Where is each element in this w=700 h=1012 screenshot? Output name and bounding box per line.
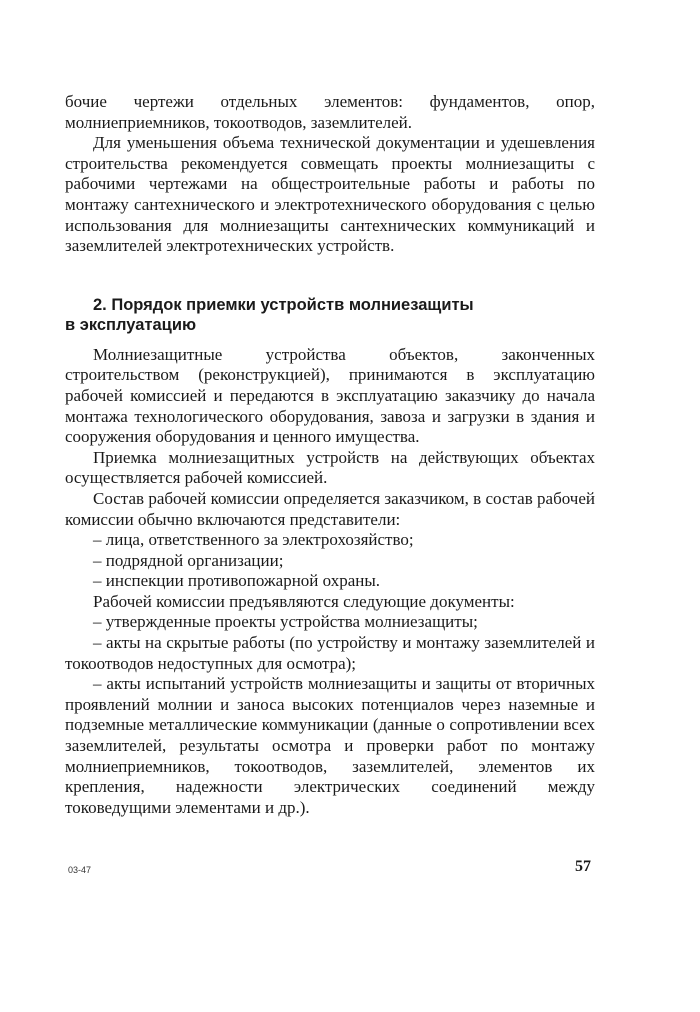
paragraph-documents-intro: Рабочей комиссии предъявляются следующие документы: xyxy=(93,591,515,611)
paragraph-commission: Состав рабочей комиссии определяется заказчиком, в состав рабочей комиссии обычно включаются представители: xyxy=(65,488,595,529)
list-item: – инспекции противопожарной охраны. xyxy=(93,571,381,591)
paragraph-acceptance: Молниезащитные устройства объектов, законченных строительством (реконструкцией), принимаются в эксплуатацию рабочей комиссией и передаются в эксплуатацию заказчику до начала монтажа технологического оборудования, завоза и загрузки в здания и сооружения оборудования и ценного имущества. xyxy=(65,344,595,447)
paragraph-existing-objects: Приемка молниезащитных устройств на действующих объектах осуществляется рабочей комиссией. xyxy=(65,447,595,488)
page-body xyxy=(65,92,595,818)
list-item: – подрядной организации; xyxy=(93,550,284,570)
list-item: – утвержденные проекты устройства молниезащиты; xyxy=(93,612,478,632)
print-code: 03-47 xyxy=(68,865,92,875)
section-heading xyxy=(65,295,595,335)
list-item: – акты на скрытые работы (по устройству и монтажу заземлителей и токоотводов недоступных для осмотра); xyxy=(65,633,595,673)
paragraph-documentation: Для уменьшения объема технической документации и удешевления строительства рекомендуется совмещать проекты молниезащиты с рабочими чертежами на общестроительные работы и работы по монтажу сантехнического и электротехнического оборудования с целью использования для молниезащиты сантехнических коммуникаций и заземлителей электротехнических устройств. xyxy=(65,133,595,256)
section-heading-line-2: в эксплуатацию xyxy=(65,315,197,334)
list-item: – лица, ответственного за электрохозяйство; xyxy=(93,530,414,550)
paragraph-continuation: бочие чертежи отдельных элементов: фундаментов, опор, молниеприемников, токоотводов, заземлителей. xyxy=(65,92,595,132)
section-heading-line-1: 2. Порядок приемки устройств молниезащиты xyxy=(93,295,474,314)
list-item: – акты испытаний устройств молниезащиты и защиты от вторичных проявлений молнии и заноса высоких потенциалов через наземные и подземные металлические коммуникации (данные о сопротивлении всех заземлителей, результаты осмотра и проверки работ по монтажу молниеприемников, токоотводов, заземлителей, элементов их крепления, надежности электрических соединений между токоведущими элементами и др.). xyxy=(65,674,595,817)
page-number: 57 xyxy=(575,858,591,875)
